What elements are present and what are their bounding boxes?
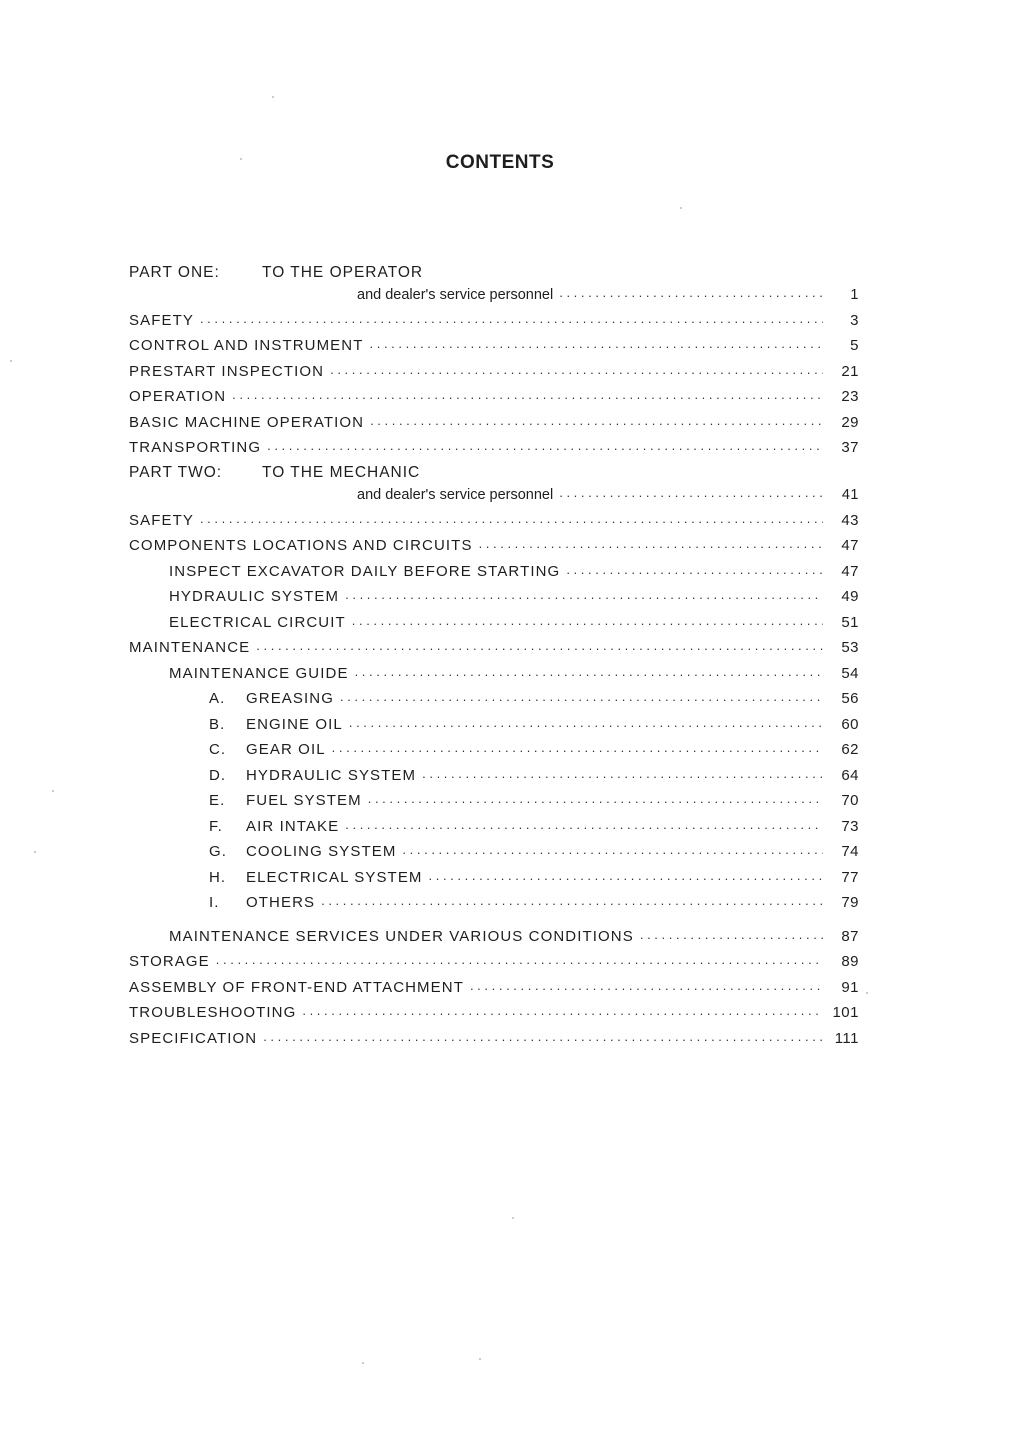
toc-entry[interactable] bbox=[129, 970, 859, 996]
part-one-heading: TO THE OPERATOR bbox=[262, 264, 424, 281]
page-number: 21 bbox=[841, 362, 859, 380]
part-two-header bbox=[129, 462, 859, 484]
page-number: 77 bbox=[841, 868, 859, 886]
entry-label: ELECTRICAL SYSTEM bbox=[246, 868, 423, 886]
entry-letter: F. bbox=[209, 817, 223, 835]
scan-speck bbox=[362, 1362, 364, 1364]
leader-dots bbox=[267, 438, 823, 453]
scan-speck bbox=[680, 207, 682, 209]
toc-entry[interactable] bbox=[129, 380, 859, 406]
scan-speck bbox=[240, 158, 242, 160]
entry-title: MAINTENANCE GUIDE bbox=[169, 664, 349, 682]
entry-title bbox=[209, 690, 334, 707]
leader-dots bbox=[355, 664, 823, 679]
entry-title: MAINTENANCE bbox=[129, 639, 251, 656]
leader-dots bbox=[200, 511, 823, 526]
page-number: 29 bbox=[841, 413, 859, 431]
entry-title: COMPONENTS LOCATIONS AND CIRCUITS bbox=[129, 537, 473, 554]
entry-letter: H. bbox=[209, 868, 227, 886]
entry-title: CONTROL AND INSTRUMENT bbox=[129, 337, 364, 354]
entry-title bbox=[209, 894, 315, 911]
leader-dots bbox=[340, 689, 823, 704]
leader-dots bbox=[429, 868, 823, 883]
toc-entry[interactable] bbox=[129, 303, 859, 329]
part-two-subtitle: and dealer's service personnel bbox=[357, 487, 554, 503]
entry-letter: I. bbox=[209, 894, 220, 911]
page-number: 89 bbox=[841, 953, 859, 970]
entry-title: INSPECT EXCAVATOR DAILY BEFORE STARTING bbox=[169, 562, 561, 580]
part-one-subtitle: and dealer's service personnel bbox=[357, 287, 554, 303]
page-number: 79 bbox=[841, 894, 859, 911]
page-number: 37 bbox=[841, 439, 859, 456]
part-one-header bbox=[129, 262, 859, 284]
entry-label: GREASING bbox=[246, 690, 334, 707]
entry-letter: B. bbox=[209, 715, 226, 733]
page-number: 73 bbox=[841, 817, 859, 835]
page-number: 62 bbox=[841, 741, 859, 758]
leader-dots bbox=[370, 413, 823, 428]
entry-label: OTHERS bbox=[246, 894, 316, 911]
page-number: 111 bbox=[834, 1029, 859, 1047]
toc-entry[interactable] bbox=[129, 860, 859, 886]
scan-speck bbox=[10, 360, 12, 362]
entry-label: HYDRAULIC SYSTEM bbox=[246, 766, 417, 784]
entry-label: COOLING SYSTEM bbox=[246, 843, 397, 860]
leader-dots bbox=[470, 978, 823, 993]
page-number: 43 bbox=[841, 511, 859, 529]
leader-dots bbox=[332, 740, 823, 755]
entry-title: SPECIFICATION bbox=[129, 1029, 258, 1047]
toc-entry[interactable] bbox=[129, 945, 859, 971]
leader-dots bbox=[559, 285, 823, 300]
toc-entry[interactable] bbox=[129, 784, 859, 810]
page-number: 47 bbox=[841, 562, 859, 580]
entry-title: ELECTRICAL CIRCUIT bbox=[169, 613, 346, 631]
toc-entry[interactable] bbox=[129, 919, 859, 945]
entry-letter: G. bbox=[209, 843, 228, 860]
part-two-heading: TO THE MECHANIC bbox=[262, 464, 421, 481]
leader-dots bbox=[368, 791, 823, 806]
part-two-label: PART TWO: bbox=[129, 464, 223, 481]
entry-title: SAFETY bbox=[129, 511, 194, 529]
toc-entry[interactable] bbox=[129, 329, 859, 355]
entry-letter: A. bbox=[209, 690, 226, 707]
leader-dots bbox=[349, 715, 823, 730]
entry-title bbox=[209, 843, 396, 860]
toc-entry[interactable] bbox=[129, 284, 859, 303]
page-number: 70 bbox=[841, 792, 859, 809]
page-number: 60 bbox=[841, 715, 859, 733]
entry-title bbox=[209, 767, 416, 784]
page-title: CONTENTS bbox=[445, 152, 555, 173]
page-number: 56 bbox=[841, 690, 859, 707]
scan-speck bbox=[52, 790, 54, 792]
entry-title bbox=[209, 818, 339, 835]
toc-entry[interactable] bbox=[129, 631, 859, 657]
page-number: 49 bbox=[841, 588, 859, 605]
entry-title: PRESTART INSPECTION bbox=[129, 362, 325, 380]
leader-dots bbox=[200, 311, 823, 326]
entry-label: FUEL SYSTEM bbox=[246, 792, 362, 809]
page-number: 1 bbox=[850, 287, 859, 303]
toc-entry[interactable] bbox=[129, 580, 859, 606]
entry-title: TROUBLESHOOTING bbox=[129, 1004, 297, 1021]
scan-speck bbox=[34, 851, 36, 853]
leader-dots bbox=[370, 336, 824, 351]
scan-speck bbox=[479, 1358, 481, 1360]
leader-dots bbox=[256, 638, 823, 653]
leader-dots bbox=[232, 387, 823, 402]
page-number: 101 bbox=[832, 1004, 859, 1021]
toc-entry[interactable] bbox=[129, 707, 859, 733]
scan-speck bbox=[272, 96, 274, 98]
toc-entry[interactable] bbox=[129, 1021, 859, 1047]
entry-label: ENGINE OIL bbox=[246, 715, 343, 733]
leader-dots bbox=[479, 536, 823, 551]
page-number: 51 bbox=[841, 613, 859, 631]
leader-dots bbox=[263, 1029, 823, 1044]
leader-dots bbox=[330, 362, 823, 377]
leader-dots bbox=[345, 817, 823, 832]
part-one-label: PART ONE: bbox=[129, 264, 220, 281]
page-number: 87 bbox=[841, 927, 859, 945]
toc-entry[interactable] bbox=[129, 605, 859, 631]
entry-title: SAFETY bbox=[129, 311, 194, 329]
entry-title bbox=[209, 741, 326, 758]
scan-speck bbox=[512, 1217, 514, 1219]
table-of-contents bbox=[129, 262, 859, 1047]
page-number: 64 bbox=[841, 766, 859, 784]
page-number: 3 bbox=[850, 311, 859, 329]
toc-entry[interactable] bbox=[129, 835, 859, 861]
page-number: 91 bbox=[841, 978, 859, 996]
leader-dots bbox=[402, 842, 823, 857]
leader-dots bbox=[345, 587, 823, 602]
page-number: 23 bbox=[841, 388, 859, 405]
page-number: 53 bbox=[841, 639, 859, 656]
toc-entry[interactable] bbox=[129, 886, 859, 912]
toc-entry[interactable] bbox=[129, 656, 859, 682]
page-number: 47 bbox=[841, 537, 859, 554]
entry-title bbox=[209, 716, 343, 733]
page-number: 41 bbox=[841, 487, 859, 503]
page-number: 54 bbox=[841, 664, 859, 682]
entry-title: OPERATION bbox=[129, 388, 227, 405]
entry-title: MAINTENANCE SERVICES UNDER VARIOUS CONDITIONS bbox=[169, 927, 634, 945]
toc-entry[interactable] bbox=[129, 484, 859, 503]
toc-entry[interactable] bbox=[129, 809, 859, 835]
entry-letter: E. bbox=[209, 792, 226, 809]
leader-dots bbox=[566, 562, 823, 577]
entry-label: AIR INTAKE bbox=[246, 817, 340, 835]
toc-entry[interactable] bbox=[129, 405, 859, 431]
entry-label: GEAR OIL bbox=[246, 741, 326, 758]
toc-entry[interactable] bbox=[129, 431, 859, 457]
leader-dots bbox=[321, 893, 823, 908]
scan-speck bbox=[866, 992, 868, 994]
leader-dots bbox=[559, 485, 823, 500]
toc-entry[interactable] bbox=[129, 554, 859, 580]
entry-title: HYDRAULIC SYSTEM bbox=[169, 588, 340, 605]
toc-entry[interactable] bbox=[129, 682, 859, 708]
entry-letter: C. bbox=[209, 741, 227, 758]
leader-dots bbox=[352, 613, 823, 628]
toc-entry[interactable] bbox=[129, 758, 859, 784]
entry-title bbox=[209, 792, 362, 809]
toc-entry[interactable] bbox=[129, 996, 859, 1022]
entry-letter: D. bbox=[209, 766, 227, 784]
entry-title: ASSEMBLY OF FRONT-END ATTACHMENT bbox=[129, 978, 464, 996]
toc-entry[interactable] bbox=[129, 733, 859, 759]
entry-title bbox=[209, 869, 423, 886]
entry-title: STORAGE bbox=[129, 953, 210, 970]
leader-dots bbox=[302, 1003, 823, 1018]
entry-title: BASIC MACHINE OPERATION bbox=[129, 413, 365, 431]
page-number: 5 bbox=[850, 337, 859, 354]
entry-title: TRANSPORTING bbox=[129, 439, 262, 456]
leader-dots bbox=[216, 952, 823, 967]
leader-dots bbox=[640, 927, 823, 942]
toc-entry[interactable] bbox=[129, 354, 859, 380]
toc-entry[interactable] bbox=[129, 503, 859, 529]
toc-entry[interactable] bbox=[129, 529, 859, 555]
leader-dots bbox=[422, 766, 823, 781]
page-number: 74 bbox=[841, 843, 859, 860]
